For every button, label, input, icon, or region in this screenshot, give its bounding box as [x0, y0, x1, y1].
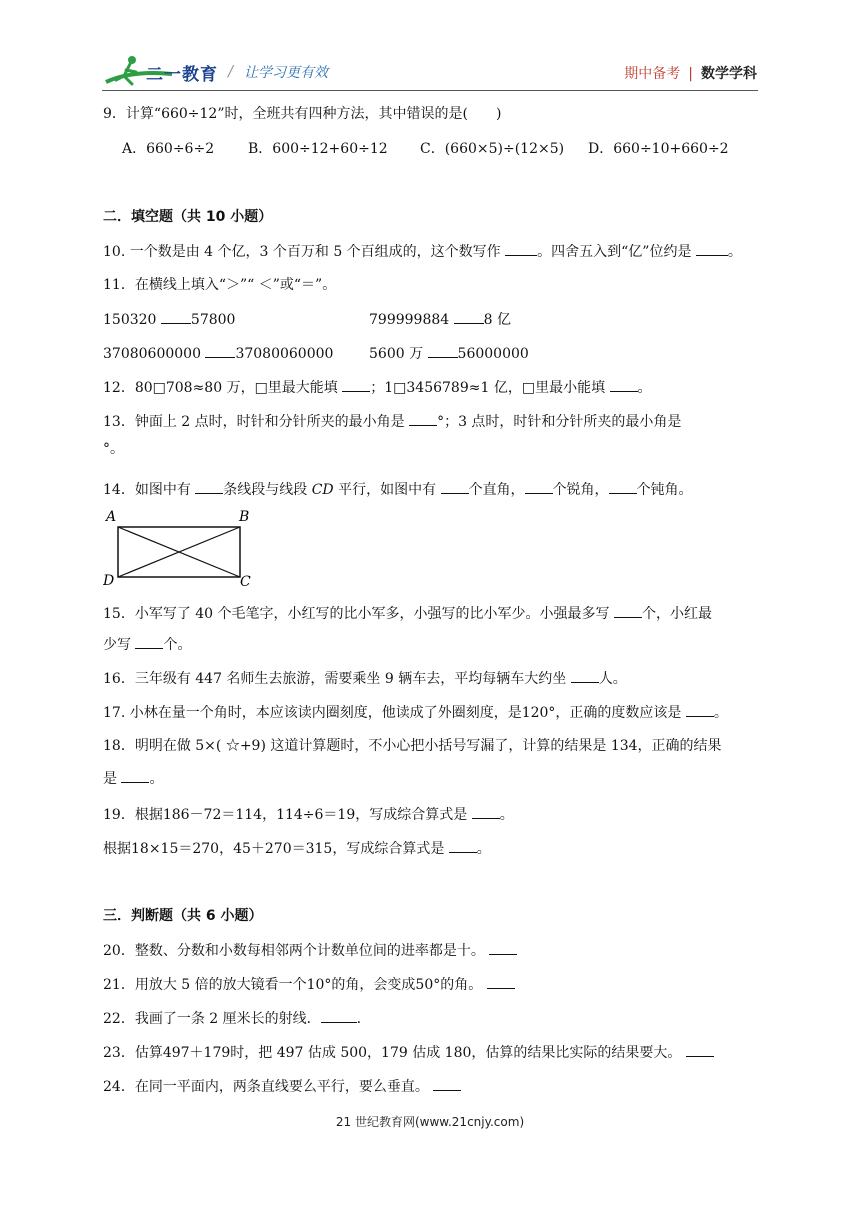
- q11-item-1-right: 57800: [190, 312, 236, 328]
- q14-text-a: 14．如图中有: [103, 482, 196, 498]
- question-24: [103, 1076, 461, 1097]
- q14-text-b: 条线段与线段: [223, 482, 312, 498]
- question-14: [103, 479, 693, 500]
- q20-text: 20．整数、分数和小数每相邻两个计数单位间的进率都是十。: [103, 943, 490, 959]
- q17-text-a: 17. 小林在量一个角时，本应该读内圈刻度，他读成了外圈刻度，是120°，正确的度数应该是: [103, 705, 686, 721]
- q12-text-b: ；1□3456789≈1 亿，□里最小能填: [370, 380, 610, 396]
- vertex-c: C: [240, 574, 251, 588]
- rectangle-diagram: [103, 508, 258, 588]
- question-10: [103, 241, 742, 262]
- q11-row-2-col-1: [103, 343, 333, 364]
- q12-text-a: 12．80□708≈80 万，□里最大能填: [103, 380, 343, 396]
- q11-blank-4[interactable]: [428, 343, 458, 358]
- q15-text-d: 个。: [163, 637, 192, 653]
- q20-blank[interactable]: [489, 940, 517, 955]
- q12-text-c: 。: [637, 380, 652, 396]
- question-17: [103, 702, 728, 723]
- q22-text-b: .: [356, 1011, 362, 1027]
- q10-text-c: 。: [727, 244, 742, 260]
- q13-blank-1[interactable]: [409, 411, 437, 426]
- q9-option-b: B．600÷12+60÷12: [248, 141, 388, 157]
- q11-item-4-right: 56000000: [457, 346, 529, 362]
- q16-text-a: 16．三年级有 447 名师生去旅游，需要乘坐 9 辆车去，平均每辆车大约坐: [103, 671, 571, 687]
- subject-label: 数学学科: [701, 66, 757, 82]
- q11-blank-3[interactable]: [205, 343, 235, 358]
- question-21: [103, 974, 515, 995]
- header-tagline: [624, 63, 757, 83]
- q13-text-a: 13．钟面上 2 点时，时针和分针所夹的最小角是: [103, 414, 410, 430]
- question-23: [103, 1042, 714, 1063]
- q15-text-a: 15．小军写了 40 个毛笔字，小红写的比小军多，小强写的比小军少。小强最多写: [103, 606, 614, 622]
- vertex-d: D: [103, 573, 115, 588]
- question-12: [103, 377, 652, 398]
- q9-option-d: D．660÷10+660÷2: [588, 141, 729, 157]
- q11-item-3-right: 37080060000: [235, 346, 334, 362]
- question-13: [103, 411, 681, 432]
- q21-blank[interactable]: [487, 974, 515, 989]
- vertex-a: A: [106, 509, 117, 525]
- q16-text-b: 人。: [598, 671, 627, 687]
- q23-text: 23．估算497＋179时，把 497 估成 500，179 估成 180，估算的结果比实际的结果要大。: [103, 1045, 686, 1061]
- question-20: [103, 940, 517, 961]
- q11-row-1-col-2: [369, 309, 511, 330]
- question-16: [103, 668, 627, 689]
- q14-text-d: 个直角，: [468, 482, 525, 498]
- q13-text-b: °；3 点时，时针和分针所夹的最小角是: [437, 414, 682, 430]
- q15-blank-1[interactable]: [614, 603, 642, 618]
- q14-text-e: 个锐角，: [552, 482, 609, 498]
- q9-option-c: C．(660×5)÷(12×5): [420, 141, 565, 157]
- q17-text-b: 。: [713, 705, 728, 721]
- q15-text-b: 个，小红最: [641, 606, 712, 622]
- q18-text-b: 是: [103, 771, 122, 787]
- q11-row-2-col-2: [369, 343, 529, 364]
- q22-text-a: 22．我画了一条 2 厘米长的射线．: [103, 1011, 321, 1027]
- q11-item-3-left: 37080600000: [103, 346, 206, 362]
- q14-text-f: 个钝角。: [636, 482, 693, 498]
- q10-blank-2[interactable]: [696, 241, 728, 256]
- q14-blank-2[interactable]: [441, 479, 469, 494]
- q11-item-2-right: 8 亿: [483, 312, 511, 328]
- q19-blank-2[interactable]: [449, 838, 477, 853]
- q19-text-d: 。: [476, 841, 491, 857]
- question-9: 9．计算“660÷12”时，全班共有四种方法，其中错误的是( ): [103, 106, 502, 122]
- q18-continuation: [103, 768, 163, 789]
- q15-continuation: [103, 634, 191, 655]
- q19-blank-1[interactable]: [472, 804, 500, 819]
- q11-item-4-left: 5600 万: [369, 346, 428, 362]
- q17-blank[interactable]: [686, 702, 714, 717]
- brand-name: 二一教育: [146, 65, 218, 85]
- q18-text-c: 。: [149, 771, 164, 787]
- question-15: [103, 603, 712, 624]
- q23-blank[interactable]: [686, 1042, 714, 1057]
- q10-text-b: 。四舍五入到“亿”位约是: [537, 244, 696, 260]
- question-11: 11．在横线上填入“＞”“ ＜”或“＝”。: [103, 277, 337, 293]
- vertex-b: B: [239, 509, 250, 525]
- q18-blank[interactable]: [121, 768, 149, 783]
- q10-text-a: 10. 一个数是由 4 个亿，3 个百万和 5 个百组成的，这个数写作: [103, 244, 506, 260]
- q12-blank-1[interactable]: [342, 377, 370, 392]
- q11-blank-1[interactable]: [161, 309, 191, 324]
- q9-option-a: A．660÷6÷2: [122, 141, 215, 157]
- q11-row-1-col-1: [103, 309, 235, 330]
- q24-blank[interactable]: [433, 1076, 461, 1091]
- q19-part-2: [103, 838, 491, 859]
- header-slash: /: [228, 62, 234, 80]
- q14-segment-cd: CD: [311, 482, 334, 498]
- q11-blank-2[interactable]: [454, 309, 484, 324]
- q19-text-c: 根据18×15＝270，45＋270＝315，写成综合算式是: [103, 841, 449, 857]
- question-22: [103, 1008, 361, 1029]
- q15-blank-2[interactable]: [135, 634, 163, 649]
- q14-text-c: 平行，如图中有: [333, 482, 441, 498]
- q14-blank-4[interactable]: [609, 479, 637, 494]
- exam-label: 期中备考: [624, 66, 681, 82]
- q19-text-a: 19．根据186－72＝114，114÷6＝19，写成综合算式是: [103, 807, 472, 823]
- q11-item-1-left: 150320: [103, 312, 161, 328]
- header-divider: [102, 90, 758, 91]
- q10-blank-1[interactable]: [505, 241, 537, 256]
- question-18: 18．明明在做 5×( ☆+9) 这道计算题时，不小心把小括号写漏了，计算的结果是 134，正确的结果: [103, 738, 722, 754]
- section-3-title: 三．判断题（共 6 小题）: [103, 908, 263, 924]
- section-2-title: 二．填空题（共 10 小题）: [103, 209, 273, 225]
- q13-continuation: °。: [103, 441, 124, 457]
- q24-text: 24．在同一平面内，两条直线要么平行，要么垂直。: [103, 1079, 434, 1095]
- q15-text-c: 少写: [103, 637, 136, 653]
- q19-text-b: 。: [499, 807, 514, 823]
- question-19: [103, 804, 514, 825]
- brand-slogan: 让学习更有效: [244, 65, 328, 81]
- page-header: [0, 0, 860, 100]
- q14-blank-1[interactable]: [195, 479, 223, 494]
- header-separator: |: [688, 66, 693, 82]
- q16-blank[interactable]: [571, 668, 599, 683]
- q11-item-2-left: 799999884: [369, 312, 454, 328]
- q22-blank[interactable]: [321, 1008, 357, 1023]
- q14-blank-3[interactable]: [525, 479, 553, 494]
- q12-blank-2[interactable]: [610, 377, 638, 392]
- page-footer: 21 世纪教育网(www.21cnjy.com): [335, 1115, 525, 1129]
- q21-text: 21．用放大 5 倍的放大镜看一个10°的角，会变成50°的角。: [103, 977, 487, 993]
